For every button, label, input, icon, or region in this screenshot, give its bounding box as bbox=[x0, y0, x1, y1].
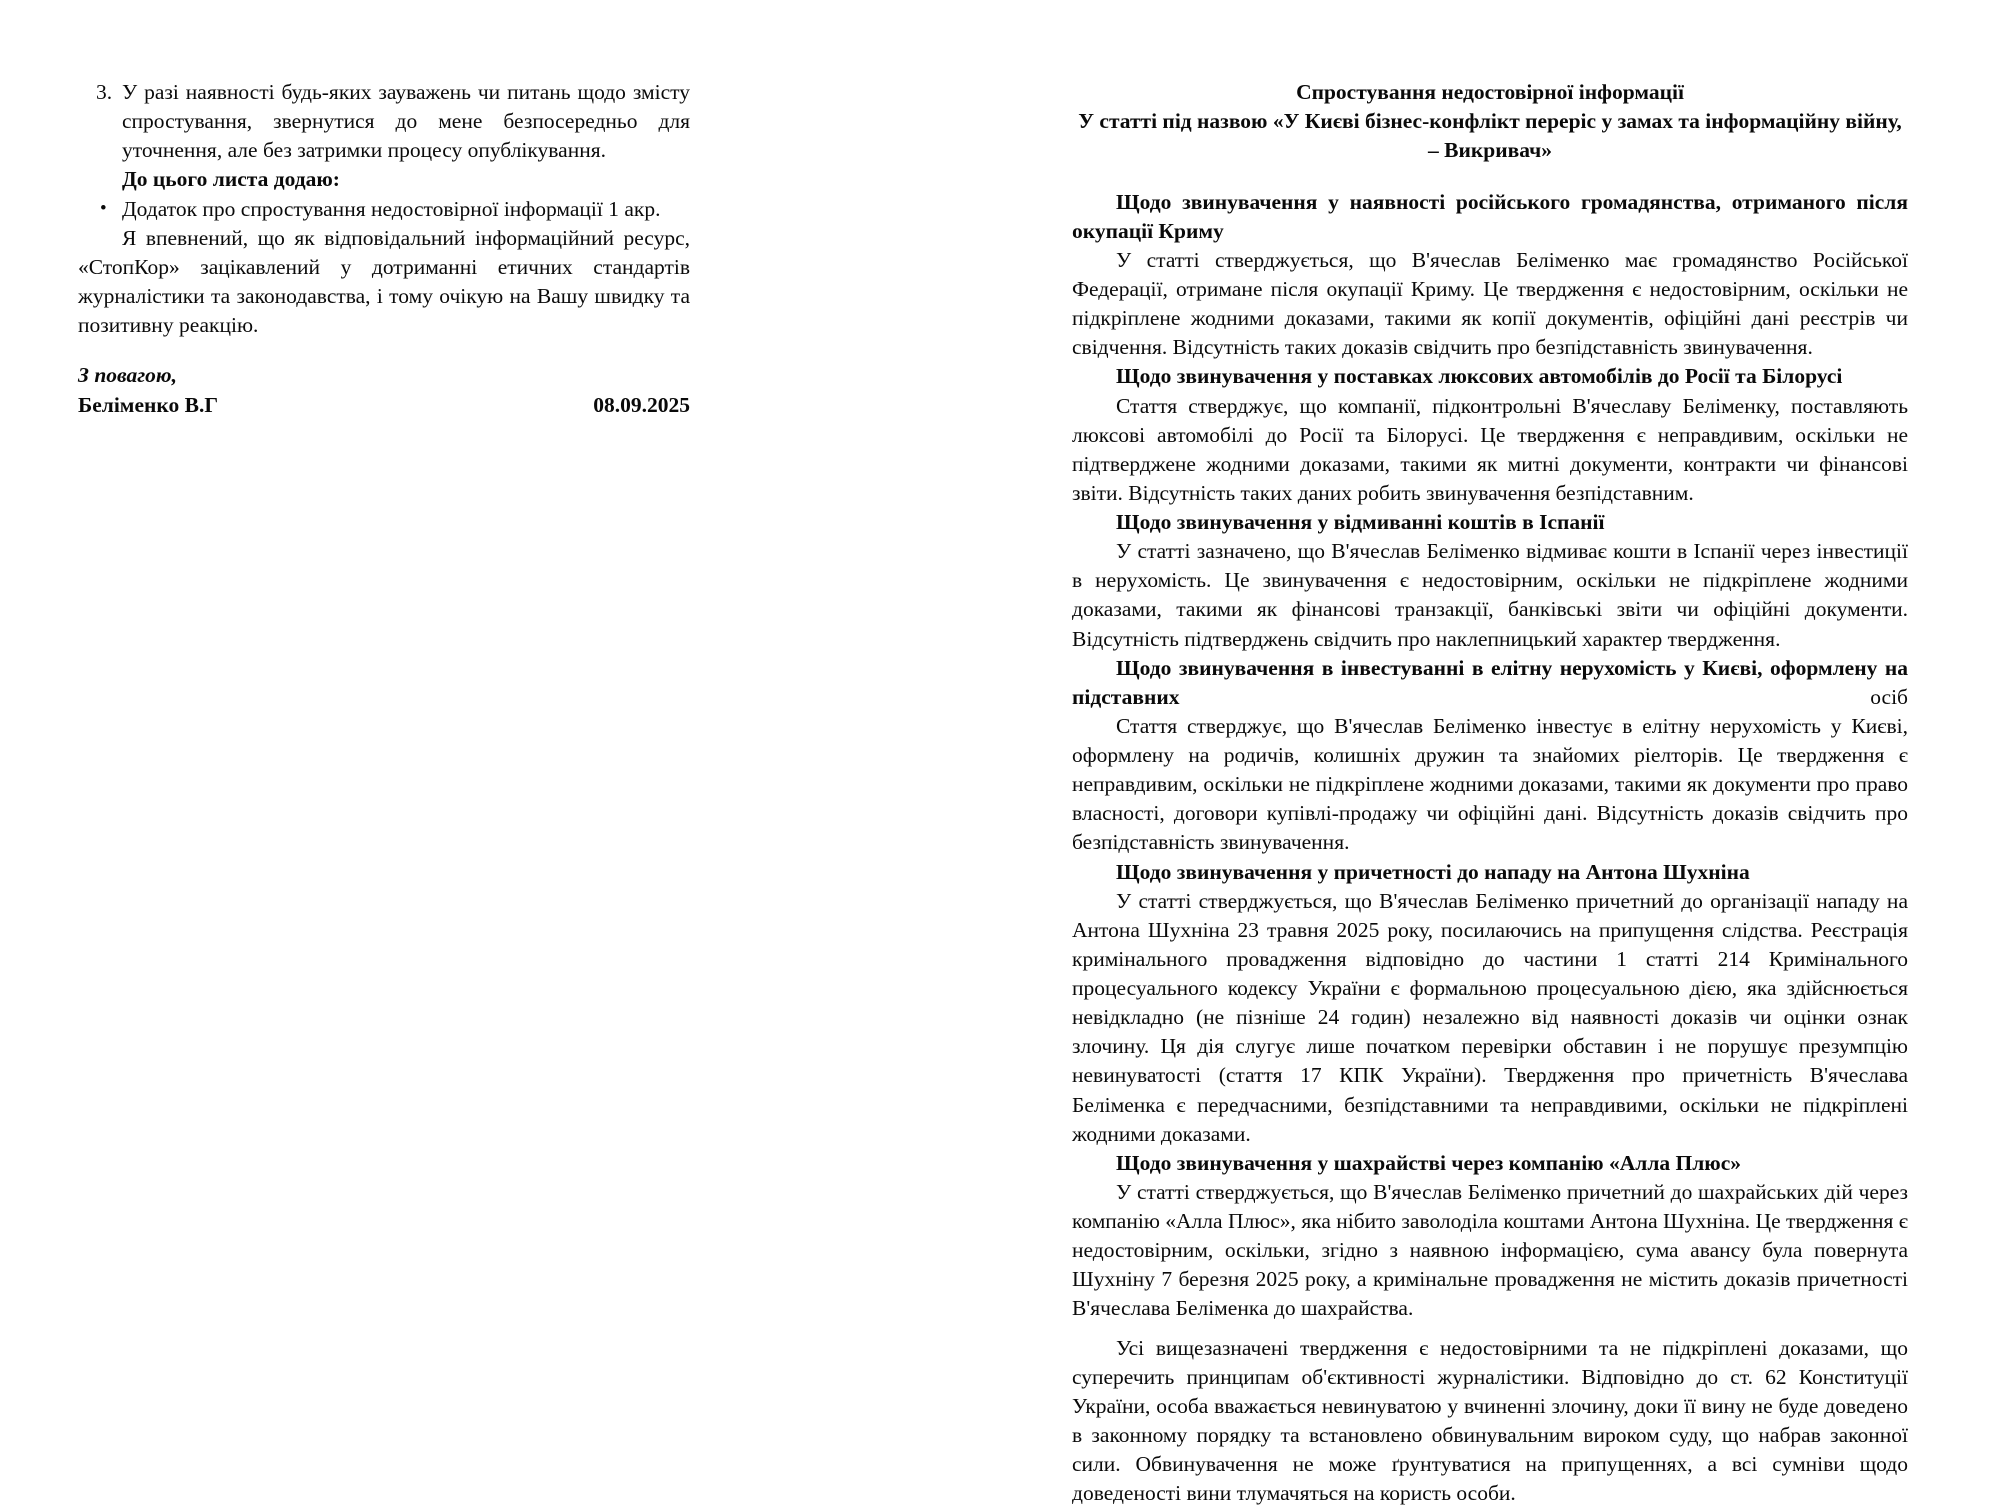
section-body: Стаття стверджує, що В'ячеслав Беліменко інвестує в елітну нерухомість у Києві, оформлену на родичів, колишніх дружин та знайомих ріелторів. Це твердження є неправдивим, оскільки не підкріплене жодними доказами, такими як документи про право власності, договори купівлі-продажу чи офіційні дані. Відсутність доказів свідчить про безпідставність звинувачення. bbox=[1072, 713, 1908, 855]
section-heading-bold: Щодо звинувачення у відмиванні коштів в Іспанії bbox=[1116, 510, 1605, 535]
bullet-marker: • bbox=[100, 197, 107, 219]
left-page bbox=[0, 0, 970, 1405]
section-body: У статті стверджується, що В'ячеслав Беліменко причетний до шахрайських дій через компанію «Алла Плюс», яка нібито заволоділа коштами Антона Шухніна. Це твердження є недостовірним, оскільки, згідно з наявною інформацією, сума авансу була повернута Шухніну 7 березня 2025 року, а кримінальне провадження не містить доказів причетності В'ячеслава Беліменка до шахрайства. bbox=[1072, 1179, 1908, 1321]
numbered-item-text: У разі наявності будь-яких зауважень чи питань щодо змісту спростування, звернутися до мене безпосередньо для уточнення, але без затримки процесу опублікування. bbox=[122, 80, 690, 163]
section-heading bbox=[1072, 654, 1908, 712]
left-page-body bbox=[78, 78, 690, 340]
numbered-list-item-3 bbox=[78, 78, 690, 165]
signature-name-date-row bbox=[78, 390, 690, 420]
signature-name: Беліменко В.Г bbox=[78, 393, 218, 418]
section-body: У статті стверджується, що В'ячеслав Беліменко причетний до організації нападу на Антона Шухніна 23 травня 2025 року, посилаючись на припущення слідства. Реєстрація кримінального провадження відповідно до частини 1 статті 214 Кримінального процесуального кодексу України є формальною процесуальною дією, яка здійснюється невідкладно (не пізніше 24 годин) незалежно від наявності доказів чи оцінки ознак злочину. Ця дія слугує лише початком перевірки обставин і не порушує презумпцію невинуватості (стаття 17 КПК України). Твердження про причетність В'ячеслава Беліменка є передчасними, безпідставними та неправдивими, оскільки не підкріплені жодними доказами. bbox=[1072, 888, 1908, 1146]
signature-regards: З повагою, bbox=[78, 363, 177, 387]
section-heading-bold: Щодо звинувачення у причетності до нападу на Антона Шухніна bbox=[1116, 859, 1750, 884]
section-heading bbox=[1072, 858, 1908, 887]
section-heading-bold: Щодо звинувачення у поставках люксових автомобілів до Росії та Білорусі bbox=[1116, 364, 1843, 389]
section-body: Стаття стверджує, що компанії, підконтрольні В'ячеславу Беліменку, поставляють люксові автомобілі до Росії та Білорусі. Це твердження є неправдивим, оскільки не підтверджене жодними доказами, такими як митні документи, контракти чи фінансові звіти. Відсутність таких даних робить звинувачення безпідставним. bbox=[1072, 393, 1908, 505]
right-page-body bbox=[1072, 78, 1908, 1508]
attachments-heading: До цього листа додаю: bbox=[122, 167, 340, 192]
section-heading bbox=[1072, 362, 1908, 391]
annex-sections bbox=[1072, 188, 1908, 1324]
section-heading bbox=[1072, 188, 1908, 246]
attachment-item-text: Додаток про спростування недостовірної інформації 1 акр. bbox=[122, 196, 661, 221]
section-body: У статті стверджується, що В'ячеслав Беліменко має громадянство Російської Федерації, отримане після окупації Криму. Це твердження є недостовірним, оскільки не підкріплене жодними доказами, такими як копії документів, офіційні дані реєстрів чи свідчення. Відсутність таких доказів свідчить про безпідставність звинувачення. bbox=[1072, 247, 1908, 360]
annex-title: Спростування недостовірної інформації bbox=[1296, 80, 1684, 104]
list-number-marker: 3. bbox=[96, 80, 113, 104]
right-page bbox=[1000, 0, 2000, 1506]
section-heading-bold: Щодо звинувачення у шахрайстві через компанію «Алла Плюс» bbox=[1116, 1150, 1742, 1175]
signature-block bbox=[78, 360, 690, 420]
signature-date: 08.09.2025 bbox=[593, 393, 690, 418]
annex-subtitle: У статті під назвою «У Києві бізнес-конфлікт переріс у замах та інформаційну війну, – Викривач» bbox=[1078, 109, 1902, 163]
annex-conclusion: Усі вищезазначені твердження є недостовірними та не підкріплені доказами, що суперечить принципам об'єктивності журналістики. Відповідно до ст. 62 Конституції України, особа вважається невинуватою у вчиненні злочину, доки її вину не буде доведено в законному порядку та встановлено обвинувальним вироком суду, що набрав законної сили. Обвинувачення не може ґрунтуватися на припущеннях, а всі сумніви щодо доведеності вини тлумачяться на користь особи. bbox=[1072, 1335, 1908, 1506]
section-heading-bold: Щодо звинувачення у наявності російського громадянства, отриманого після окупації Криму bbox=[1072, 189, 1908, 243]
section-heading bbox=[1072, 1149, 1908, 1178]
attachment-list-item bbox=[78, 195, 690, 224]
section-body: У статті зазначено, що В'ячеслав Беліменко відмиває кошти в Іспанії через інвестиції в нерухомість. Це звинувачення є недостовірним, оскільки не підкріплене жодними доказами, такими як фінансові транзакції, банківські звіти чи офіційні документи. Відсутність підтверджень свідчить про наклепницький характер твердження. bbox=[1072, 539, 1908, 651]
section-heading bbox=[1072, 508, 1908, 537]
section-heading-tail: осіб bbox=[1179, 684, 1908, 709]
section-heading-bold: Щодо звинувачення в інвестуванні в елітну нерухомість у Києві, оформлену на підставних bbox=[1072, 655, 1908, 709]
closing-paragraph: Я впевнений, що як відповідальний інформаційний ресурс, «СтопКор» зацікавлений у дотриманні етичних стандартів журналістики та законодавства, і тому очікую на Вашу швидку та позитивну реакцію. bbox=[78, 225, 690, 337]
